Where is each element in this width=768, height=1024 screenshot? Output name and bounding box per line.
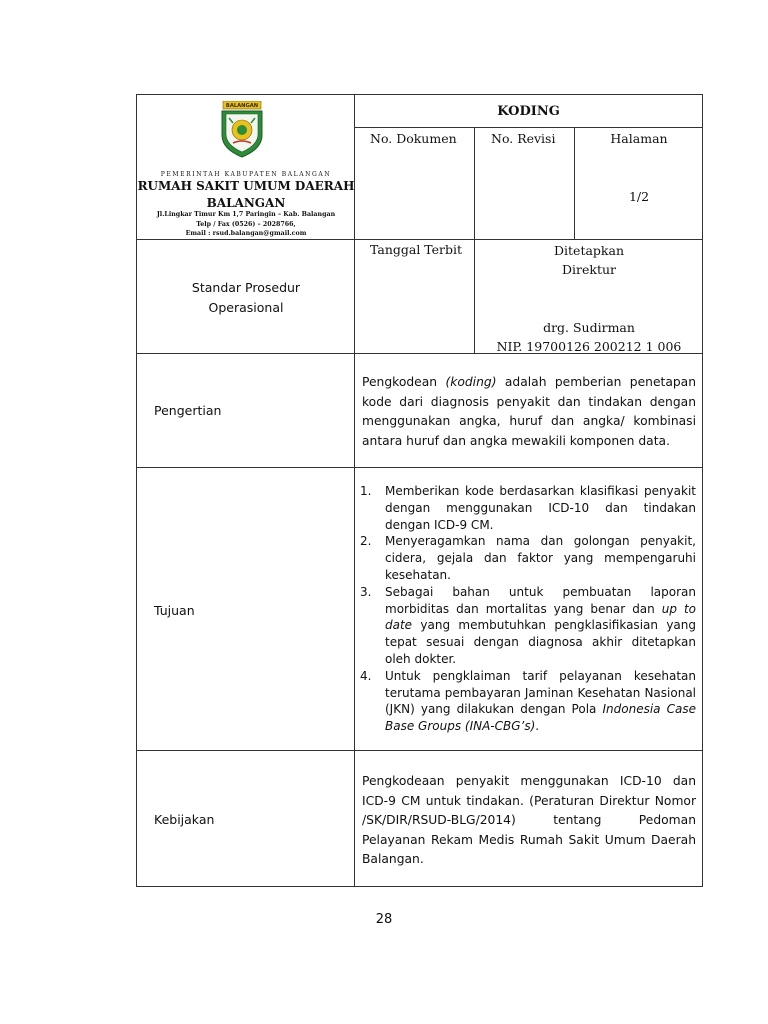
address-line1: Jl.Lingkar Timur Km 1,7 Paringin – Kab. Balangan	[156, 211, 336, 218]
pengertian-text	[362, 373, 696, 451]
table-border-top	[136, 94, 703, 95]
list-item-text: Memberikan kode berdasarkan klasifikasi penyakit dengan menggunakan ICD-10 dan tindakan dengan ICD-9 CM.	[385, 484, 696, 532]
set-by	[475, 241, 703, 279]
list-item	[360, 533, 696, 583]
kebijakan-label: Kebijakan	[154, 812, 215, 827]
set-by-line2: Direktur	[561, 262, 617, 277]
list-item-number: 4.	[360, 668, 372, 683]
row-divider-kebijakan	[136, 750, 703, 751]
signer	[475, 318, 703, 356]
list-item-text: Menyeragamkan nama dan golongan penyakit, cidera, gejala dan faktor yang mempengaruhi kesehatan.	[385, 534, 696, 582]
document-title: KODING	[497, 104, 560, 119]
list-item-number: 3.	[360, 584, 372, 599]
hospital-logo	[217, 101, 267, 159]
hospital-name-line1: RUMAH SAKIT UMUM DAERAH	[137, 179, 355, 193]
page-number: 28	[375, 912, 393, 927]
address-line3: Email : rsud.balangan@gmail.com	[185, 230, 307, 237]
page-label: Halaman	[610, 131, 668, 146]
pengertian-text-italic: (koding)	[445, 375, 497, 389]
list-item	[360, 668, 696, 735]
kebijakan-paragraph: Pengkodeaan penyakit menggunakan ICD-10 dan ICD-9 CM untuk tindakan. (Peraturan Direktur Nomor /SK/DIR/RSUD-BLG/2014) tentang Pedoman Pelayanan Rekam Medis Rumah Sakit Umum Daerah Balangan.	[362, 774, 696, 866]
hospital-address	[137, 210, 355, 239]
pengertian-label: Pengertian	[154, 403, 222, 418]
doc-number-label: No. Dokumen	[370, 131, 457, 146]
revision-label: No. Revisi	[491, 131, 556, 146]
signer-name: drg. Sudirman	[543, 320, 635, 335]
list-item-text-before: Sebagai bahan untuk pembuatan laporan morbiditas dan mortalitas yang benar dan	[385, 584, 696, 616]
hospital-name	[137, 178, 355, 212]
table-border-right	[702, 94, 703, 887]
signer-nip: NIP. 19700126 200212 1 006	[496, 339, 682, 354]
header-title-divider	[354, 127, 703, 128]
sop-heading-line1: Standar Prosedur	[191, 280, 301, 295]
list-item	[360, 584, 696, 668]
sop-heading	[137, 278, 355, 318]
list-item-text-after: .	[535, 719, 540, 734]
logo-banner-text: BALANGAN	[225, 103, 259, 110]
header-col-divider-1	[474, 127, 475, 240]
list-item	[360, 483, 696, 533]
pengertian-text-before: Pengkodean	[362, 375, 446, 389]
table-border-bottom	[136, 886, 703, 887]
issue-date-label: Tanggal Terbit	[370, 242, 463, 257]
pengertian-text-after: adalah pemberian penetapan kode dari diagnosis penyakit dan tindakan dengan menggunakan angka, huruf dan angka/ kombinasi antara huruf dan angka mewakili komponen data.	[362, 375, 696, 448]
tujuan-list	[360, 483, 696, 735]
kebijakan-text	[362, 772, 696, 870]
list-item-text-italic: Indonesia Case Base Groups (INA-CBG’s)	[385, 702, 696, 734]
list-item-text-after: yang membutuhkan pengklasifikasian yang tepat sesuai dengan diagnosa akhir ditetapkan oleh dokter.	[385, 618, 696, 666]
list-item-number: 1.	[360, 484, 372, 498]
row-divider-sop	[136, 239, 703, 240]
government-name: PEMERINTAH KABUPATEN BALANGAN	[160, 171, 332, 178]
address-line2: Telp / Fax (0526) – 2028766,	[196, 220, 296, 228]
page-value: 1/2	[628, 189, 650, 204]
list-item-text-italic: up to date	[385, 601, 696, 633]
list-item-text-before: Untuk pengklaiman tarif pelayanan kesehatan terutama pembayaran Jaminan Kesehatan Nasional (JKN) yang dilakukan dengan Pola	[385, 668, 696, 717]
tujuan-label: Tujuan	[154, 603, 195, 618]
set-by-line1: Ditetapkan	[554, 243, 624, 258]
list-item-number: 2.	[360, 534, 372, 549]
row-divider-tujuan	[136, 467, 703, 468]
sop-heading-line2: Operasional	[208, 300, 284, 315]
hospital-name-line2: BALANGAN	[206, 196, 286, 210]
